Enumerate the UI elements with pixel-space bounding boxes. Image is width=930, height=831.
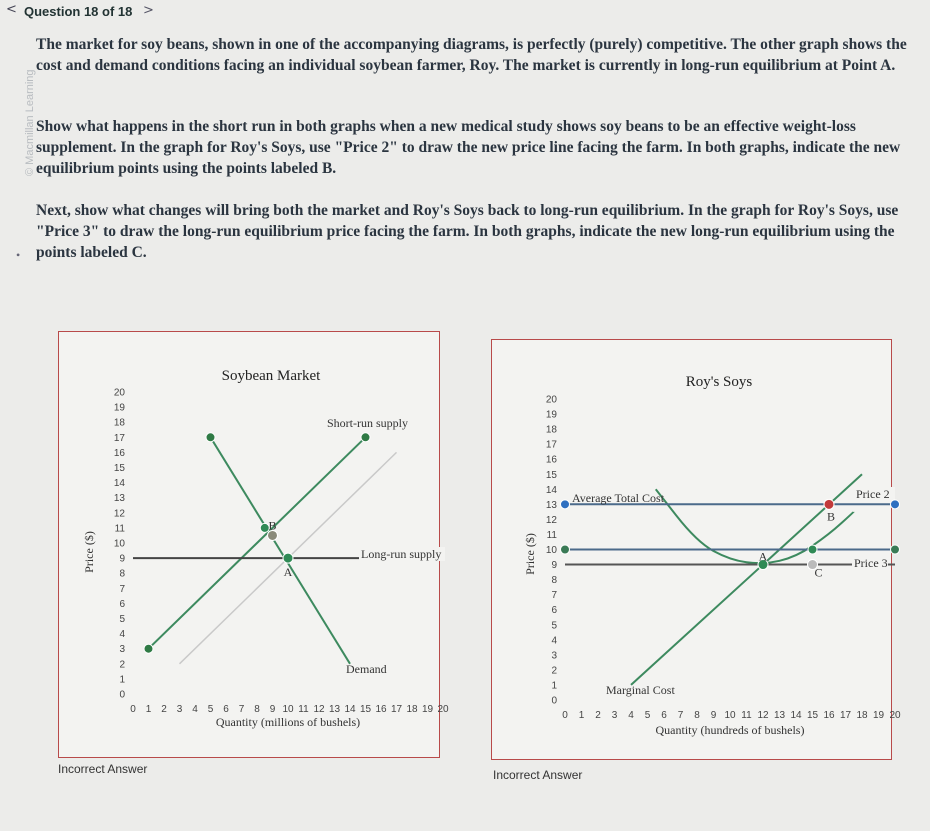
x-tick-label: 19 (421, 704, 434, 715)
series-label: Long-run supply (361, 547, 442, 561)
x-tick-label: 16 (823, 710, 835, 721)
y-tick-label: 15 (545, 469, 557, 481)
x-tick-label: 7 (238, 704, 245, 715)
instruction-paragraph-1: The market for soy beans, shown in one of the accompanying diagrams, is perfectly (purely) competitive. The other graph shows the cost and demand conditions facing an individual soybean farmer, Roy. The market is currently in long-run equilibrium at Point A. (36, 36, 907, 74)
y-tick-label: 20 (113, 387, 125, 399)
roys-soys-panel[interactable] (491, 339, 901, 760)
price2-label[interactable]: Price 2 (856, 487, 890, 501)
soybean-market-panel[interactable] (58, 331, 449, 758)
y-tick-label: 1 (551, 680, 557, 692)
y-tick-label: 16 (545, 454, 557, 466)
x-tick-label: 7 (677, 710, 684, 721)
y-tick-label: 8 (119, 568, 125, 580)
x-tick-label: 14 (790, 710, 802, 721)
point-label-a: A (283, 565, 293, 580)
x-tick-label: 6 (223, 704, 229, 715)
x-tick-label: 0 (130, 704, 136, 715)
soybean-market-chart[interactable] (59, 332, 449, 757)
y-tick-label: 7 (119, 583, 125, 595)
x-tick-label: 4 (192, 704, 198, 715)
y-tick-label: 0 (119, 689, 125, 701)
y-tick-label: 12 (545, 514, 557, 526)
x-tick-label: 12 (313, 704, 325, 715)
x-tick-label: 5 (644, 710, 651, 721)
y-tick-label: 14 (113, 478, 125, 490)
x-tick-label: 15 (359, 704, 372, 715)
x-tick-label: 20 (437, 704, 449, 715)
y-tick-label: 7 (551, 590, 557, 602)
y-tick-label: 15 (113, 463, 125, 474)
chart-title: Roy's Soys (685, 374, 753, 390)
y-tick-label: 17 (545, 439, 557, 451)
x-tick-label: 1 (145, 704, 152, 715)
watermark-text: © Macmillan Learning (24, 69, 36, 176)
y-tick-label: 10 (545, 545, 557, 556)
y-tick-label: 6 (119, 598, 125, 610)
y-tick-label: 1 (119, 674, 125, 686)
previous-question-icon[interactable]: < (6, 2, 17, 17)
drag-handle[interactable] (808, 545, 817, 554)
drag-handle[interactable] (144, 644, 153, 653)
x-tick-label: 13 (773, 710, 786, 721)
x-tick-label: 2 (161, 704, 167, 715)
bullet-dot: • (16, 248, 21, 262)
y-axis-label: Price ($) (82, 531, 96, 573)
x-tick-label: 10 (724, 710, 736, 721)
y-tick-label: 20 (545, 394, 557, 406)
y-tick-label: 6 (551, 605, 557, 617)
x-tick-label: 3 (611, 710, 618, 721)
y-tick-label: 18 (113, 417, 125, 429)
y-tick-label: 13 (545, 499, 557, 511)
y-tick-label: 12 (113, 508, 125, 520)
instruction-paragraph-3: Next, show what changes will bring both the market and Roy's Soys back to long-run equilibrium. In the graph for Roy's Soys, use "Price 3" to draw the long-run equilibrium price facing the farm. In both graphs, indicate the new long-run equilibrium using the points labeled C. (36, 202, 899, 261)
y-tick-label: 2 (551, 665, 557, 677)
x-tick-label: 13 (328, 704, 341, 715)
series-label: Average Total Cost (572, 491, 665, 505)
x-tick-label: 19 (872, 710, 885, 721)
y-tick-label: 8 (551, 575, 557, 587)
y-tick-label: 4 (119, 629, 125, 641)
feedback-left: Incorrect Answer (58, 762, 148, 776)
x-tick-label: 15 (806, 710, 819, 721)
x-tick-label: 2 (595, 710, 601, 721)
x-tick-label: 16 (375, 704, 387, 715)
x-tick-label: 11 (741, 710, 752, 721)
price3-label[interactable]: Price 3 (854, 556, 888, 570)
x-tick-label: 20 (889, 710, 901, 721)
y-axis-label: Price ($) (523, 533, 537, 575)
x-tick-label: 11 (298, 704, 309, 715)
point-b[interactable] (824, 499, 834, 509)
x-tick-label: 8 (254, 704, 260, 715)
y-tick-label: 19 (113, 402, 125, 414)
x-tick-label: 3 (176, 704, 183, 715)
x-tick-label: 9 (269, 704, 276, 715)
y-tick-label: 0 (551, 695, 557, 707)
question-title: Question 18 of 18 (24, 4, 133, 19)
x-tick-label: 1 (578, 710, 585, 721)
x-tick-label: 14 (344, 704, 356, 715)
macmillan-watermark (20, 40, 36, 190)
x-tick-label: 9 (710, 710, 717, 721)
x-axis-label: Quantity (hundreds of bushels) (655, 723, 805, 737)
x-tick-label: 18 (856, 710, 868, 721)
y-tick-label: 13 (113, 493, 125, 505)
x-tick-label: 12 (757, 710, 769, 721)
y-tick-label: 11 (114, 523, 125, 535)
series-line-short-run-supply[interactable] (149, 437, 366, 648)
series-label: Short-run supply (327, 416, 408, 430)
y-tick-label: 10 (113, 538, 125, 550)
question-header (0, 0, 930, 24)
x-tick-label: 18 (406, 704, 418, 715)
y-tick-label: 3 (119, 644, 125, 656)
y-tick-label: 17 (113, 432, 125, 444)
y-tick-label: 4 (551, 635, 557, 647)
x-tick-label: 5 (207, 704, 214, 715)
y-tick-label: 14 (545, 484, 557, 496)
point-label-a: A (758, 549, 768, 564)
series-label: Marginal Cost (606, 683, 675, 697)
x-tick-label: 4 (628, 710, 634, 721)
point-label-c: C (814, 565, 823, 580)
point-label-b: B (268, 518, 277, 533)
roys-soys-chart[interactable] (492, 340, 901, 759)
y-tick-label: 16 (113, 447, 125, 459)
x-tick-label: 0 (562, 710, 568, 721)
chart-title: Soybean Market (221, 368, 321, 384)
drag-handle[interactable] (206, 433, 215, 442)
y-tick-label: 19 (545, 409, 557, 421)
x-axis-label: Quantity (millions of bushels) (215, 715, 361, 729)
x-tick-label: 17 (390, 704, 403, 715)
series-label: Demand (346, 662, 387, 676)
point-label-b: B (826, 509, 836, 524)
point-a[interactable] (283, 553, 293, 563)
drag-handle[interactable] (561, 545, 570, 554)
y-tick-label: 11 (546, 529, 557, 541)
x-tick-label: 8 (694, 710, 700, 721)
feedback-right: Incorrect Answer (493, 768, 583, 782)
instruction-paragraph-2: Show what happens in the short run in both graphs when a new medical study shows soy beans to be an effective weight-loss supplement. In the graph for Roy's Soys, use "Price 2" to draw the new price line facing the farm. In both graphs, indicate the new equilibrium points using the points labeled B. (36, 118, 901, 177)
next-question-icon[interactable]: > (143, 3, 154, 18)
drag-handle[interactable] (561, 500, 570, 509)
y-tick-label: 3 (551, 650, 557, 662)
y-tick-label: 5 (119, 614, 125, 625)
series-line-demand[interactable] (211, 437, 351, 664)
drag-handle[interactable] (361, 433, 370, 442)
drag-handle[interactable] (891, 545, 900, 554)
y-tick-label: 9 (119, 553, 125, 565)
x-tick-label: 10 (282, 704, 294, 715)
y-tick-label: 2 (119, 659, 125, 671)
x-tick-label: 17 (839, 710, 852, 721)
y-tick-label: 18 (545, 424, 557, 436)
drag-handle[interactable] (891, 500, 900, 509)
x-tick-label: 6 (661, 710, 667, 721)
y-tick-label: 5 (551, 620, 557, 632)
series-line-average-total-cost (656, 489, 854, 563)
y-tick-label: 9 (551, 560, 557, 572)
